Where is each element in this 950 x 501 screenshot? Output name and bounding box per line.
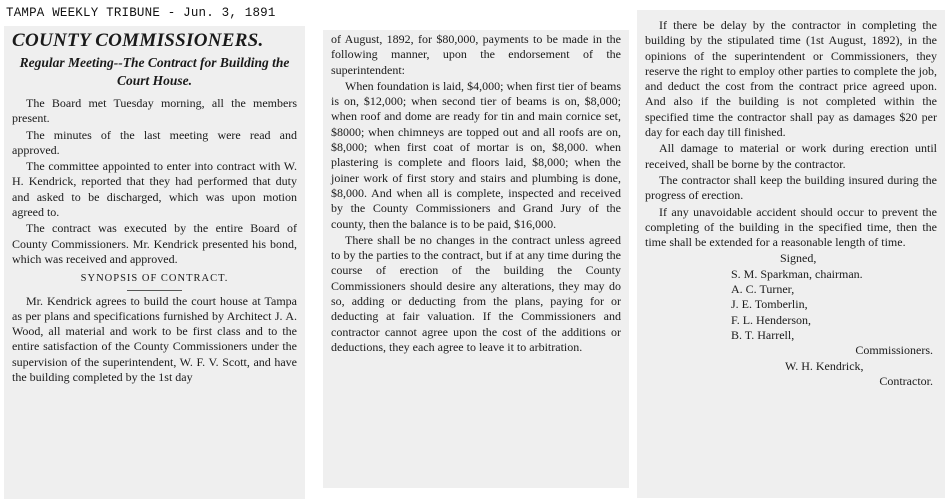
paragraph-delay: If there be delay by the contractor in completing the building by the stipulated time (1st August, 1892), in the opinions of the superintendent or Commissioners, they reserve the right to employ other parties to complete the job, and deduct the cost from the contract price agreed upon. And also if the building is not completed within the specified time the contractor shall pay as damages $20 per day for each day till finished. <box>645 18 937 140</box>
section-divider <box>127 290 182 291</box>
paragraph-insurance: The contractor shall keep the building insured during the progress of erection. <box>645 172 937 203</box>
contractor-name: W. H. Kendrick, <box>785 358 864 373</box>
paragraph-payment-terms: of August, 1892, for $80,000, payments to be made in the following manner, upon the endorsement of the superintendent: <box>331 32 621 77</box>
section-title-synopsis: SYNOPSIS OF CONTRACT. <box>80 273 229 285</box>
paragraph-board-met: The Board met Tuesday morning, all the members present. <box>12 96 297 126</box>
paragraph-contract-executed: The contract was executed by the entire Board of County Commissioners. Mr. Kendrick presented his bond, which was received and approved. <box>12 221 297 266</box>
paragraph-changes: There shall be no changes in the contract unless agreed to by the parties to the contract, but if at any time during the course of erection of the building the County Commissioners should desire any alterations, they may do so, adding or deducting from the plans, paying for or deducting at fair valuation. If the Commissioners and contractor cannot agree upon the cost of the additions or deductions, they each agree to leave it to arbitration. <box>331 232 621 354</box>
paragraph-minutes: The minutes of the last meeting were read and approved. <box>12 127 297 157</box>
paragraph-committee: The committee appointed to enter into contract with W. H. Kendrick, reported that they had performed that duty and asked to be discharged, which was upon motion agreed to. <box>12 159 297 220</box>
article-column-1 <box>4 26 305 499</box>
article-subhead: Regular Meeting--The Contract for Building the Court House. <box>19 55 290 88</box>
paragraph-damage: All damage to material or work during erection until received, shall be borne by the contractor. <box>645 141 937 171</box>
signatory-name: S. M. Sparkman, chairman. <box>731 266 863 281</box>
article-column-2 <box>323 30 629 488</box>
masthead: TAMPA WEEKLY TRIBUNE - Jun. 3, 1891 <box>6 6 276 20</box>
signatory-name: A. C. Turner, <box>731 282 795 297</box>
signatory-name: B. T. Harrell, <box>731 327 795 342</box>
contractor-label: Contractor. <box>879 373 933 388</box>
paragraph-accident: If any unavoidable accident should occur to prevent the completing of the building in the specified time, then the time shall be extended for a reasonable length of time. <box>645 204 937 250</box>
signatory-name: J. E. Tomberlin, <box>731 297 808 312</box>
signed-label: Signed, <box>780 251 817 266</box>
article-headline: COUNTY COMMISSIONERS. <box>12 30 264 51</box>
paragraph-payment-schedule: When foundation is laid, $4,000; when first tier of beams is on, $12,000; when second tier of beams is on, $8,000; when roof and dome are ready for tin and main cornice set, $8000; when chimneys are topped out and all roofs are on, $8,000; when first coat of mortar is on, $8,000. when plastering is complete and floors laid, $8,000; when the joiner work of first story and stairs and plumbing is done, $8,000. And when all is complete, inspected and received by the County Commissioners and Grand Jury of the county, then the balance is to be paid, $16,000. <box>331 78 621 231</box>
signatory-name: F. L. Henderson, <box>731 312 812 327</box>
paragraph-synopsis-start: Mr. Kendrick agrees to build the court house at Tampa as per plans and specifications furnished by Architect J. A. Wood, all material and work to be first class and to the entire satisfaction of the County Commissioners under the supervision of the superintendent, W. F. V. Scott, and have the building completed by the 1st day <box>12 293 297 385</box>
article-column-3 <box>637 10 945 498</box>
commissioners-label: Commissioners. <box>855 343 933 358</box>
